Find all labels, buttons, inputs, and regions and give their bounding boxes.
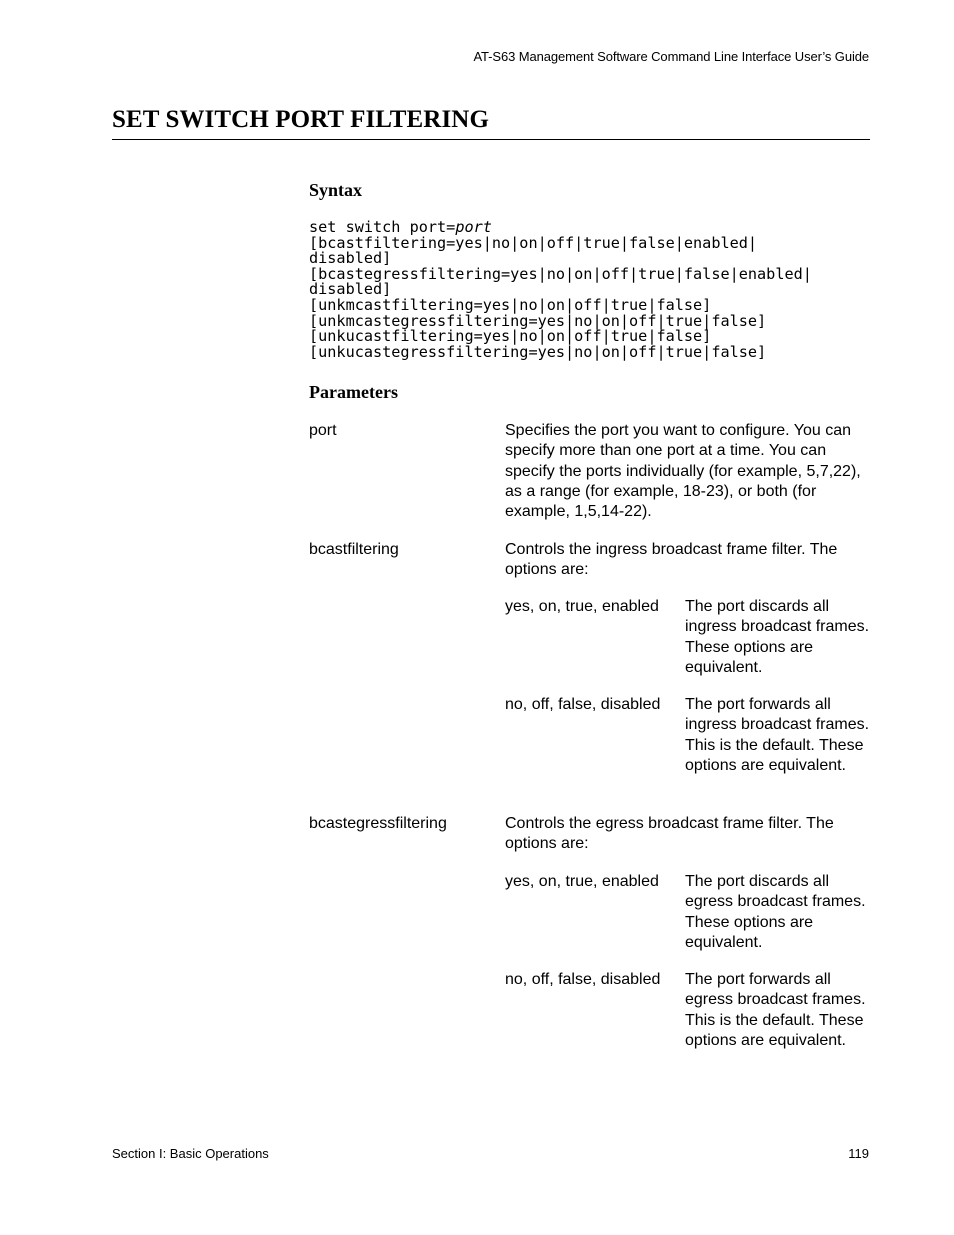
option-description: The port forwards all egress broadcast frames. This is the default. These options are equivalent. [685,971,866,1049]
running-header: AT-S63 Management Software Command Line Interface User’s Guide [473,49,869,64]
footer-page-number: 119 [848,1146,869,1161]
syntax-line: [bcastfiltering=yes|no|on|off|true|false|enabled| [309,233,758,252]
title-rule [112,139,870,140]
syntax-line: disabled] [309,249,392,268]
syntax-line: [unkmcastfiltering=yes|no|on|off|true|false] [309,295,712,314]
param-name-bcastegressfiltering: bcastegressfiltering [309,815,447,832]
syntax-line: [bcastegressfiltering=yes|no|on|off|true|false|enabled| [309,264,812,283]
param-desc-port: Specifies the port you want to configure. You can specify more than one port at a time. You can specify the ports individually (for example, 5,7,22), as a range (for example, 18-23), or both (for example, 1,5,14-22). [505,422,861,521]
option-values: no, off, false, disabled [505,971,661,988]
page-title: SET SWITCH PORT FILTERING [112,106,489,133]
syntax-line: [unkucastegressfiltering=yes|no|on|off|true|false] [309,342,767,361]
option-values: yes, on, true, enabled [505,598,659,615]
syntax-command: set switch port= [309,218,456,236]
option-values: no, off, false, disabled [505,696,661,713]
param-desc-bcastegressfiltering: Controls the egress broadcast frame filter. The options are: [505,815,834,853]
option-description: The port discards all egress broadcast frames. These options are equivalent. [685,873,866,951]
option-description: The port forwards all ingress broadcast frames. This is the default. These options are equivalent. [685,696,870,774]
param-desc-bcastfiltering: Controls the ingress broadcast frame filter. The options are: [505,541,838,579]
syntax-line: disabled] [309,280,392,299]
param-name-bcastfiltering: bcastfiltering [309,541,399,558]
syntax-port-param: port [455,218,492,236]
option-description: The port discards all ingress broadcast frames. These options are equivalent. [685,598,870,676]
syntax-line: [unkucastfiltering=yes|no|on|off|true|false] [309,327,712,346]
parameters-heading: Parameters [309,382,398,402]
syntax-heading: Syntax [309,180,363,200]
param-name-port: port [309,422,337,439]
syntax-block [309,220,812,360]
option-values: yes, on, true, enabled [505,873,659,890]
footer-section: Section I: Basic Operations [112,1146,269,1161]
syntax-line: [unkmcastegressfiltering=yes|no|on|off|true|false] [309,311,767,330]
